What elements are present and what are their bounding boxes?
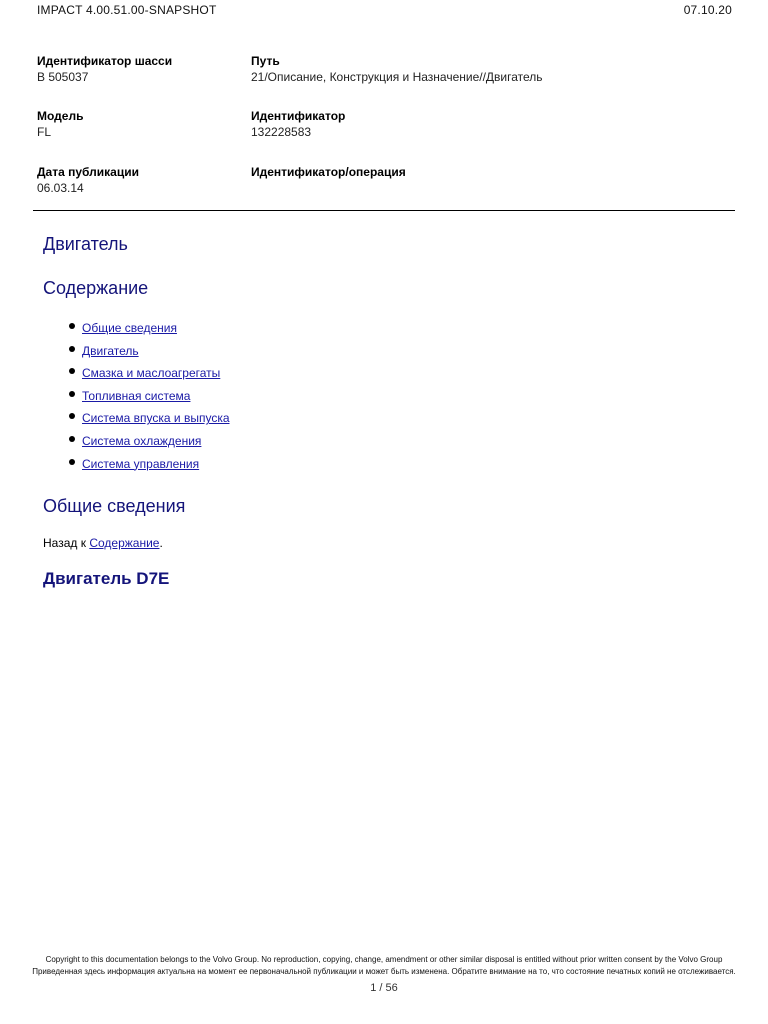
bullet-icon (69, 413, 75, 419)
toc-link-engine[interactable]: Двигатель (82, 343, 139, 358)
model-label: Модель (37, 109, 84, 123)
operation-field (251, 164, 406, 180)
toc-item (68, 319, 230, 342)
validity-notice: Приведенная здесь информация актуальна на момент ее первоначальной публикации и может быть изменена. Обратите внимание на то, что состояние печатных копий не отслеживается. (32, 967, 736, 976)
chassis-label: Идентификатор шасси (37, 54, 173, 68)
header-divider (33, 210, 735, 211)
bullet-icon (69, 436, 75, 442)
document-title: Двигатель (43, 234, 128, 254)
identifier-label: Идентификатор (251, 109, 346, 123)
toc-link-intake-exhaust[interactable]: Система впуска и выпуска (82, 411, 230, 426)
toc-link-control-system[interactable]: Система управления (82, 456, 200, 471)
toc-item (68, 342, 230, 365)
bullet-icon (69, 323, 75, 329)
print-date: 07.10.20 (683, 3, 732, 17)
bullet-icon (69, 346, 75, 352)
toc-link-fuel-system[interactable]: Топливная система (82, 388, 191, 403)
back-to-contents (43, 536, 163, 550)
publication-date-label: Дата публикации (37, 165, 139, 179)
toc-item (68, 455, 230, 478)
path-label: Путь (251, 54, 280, 68)
toc-link-lubrication[interactable]: Смазка и маслоагрегаты (82, 366, 221, 381)
path-field (251, 53, 543, 85)
chassis-value: B 505037 (37, 70, 89, 84)
model-field (37, 108, 83, 140)
section-heading-general: Общие сведения (43, 496, 186, 516)
bullet-icon (69, 368, 75, 374)
toc-link-cooling[interactable]: Система охлаждения (82, 433, 202, 448)
toc-heading: Содержание (43, 278, 149, 298)
page-header (37, 3, 732, 19)
copyright-notice: Copyright to this documentation belongs to the Volvo Group. No reproduction, copying, change, amendment or other similar disposal is entitled without prior written consent by the Volvo Group (45, 955, 723, 964)
page-number: 1 / 56 (370, 982, 398, 994)
subsection-heading-engine-d7e: Двигатель D7E (43, 569, 170, 588)
publication-date-value: 06.03.14 (37, 181, 84, 195)
app-version: IMPACT 4.00.51.00-SNAPSHOT (37, 3, 217, 17)
page-footer (30, 954, 738, 994)
identifier-value: 132228583 (251, 125, 312, 139)
model-value: FL (37, 125, 52, 139)
toc-item (68, 432, 230, 455)
identifier-field (251, 108, 345, 140)
table-of-contents (68, 319, 230, 477)
back-prefix: Назад к (43, 536, 90, 550)
bullet-icon (69, 459, 75, 465)
toc-link-general[interactable]: Общие сведения (82, 321, 177, 335)
back-to-contents-link[interactable]: Содержание (89, 536, 160, 550)
publication-date-field (37, 164, 139, 196)
bullet-icon (69, 391, 75, 397)
path-value: 21/Описание, Конструкция и Назначение//Двигатель (251, 70, 543, 84)
chassis-field (37, 53, 172, 85)
toc-item (68, 409, 230, 432)
toc-item (68, 387, 230, 410)
operation-label: Идентификатор/операция (251, 165, 406, 179)
toc-item (68, 364, 230, 387)
back-suffix: . (159, 536, 163, 550)
